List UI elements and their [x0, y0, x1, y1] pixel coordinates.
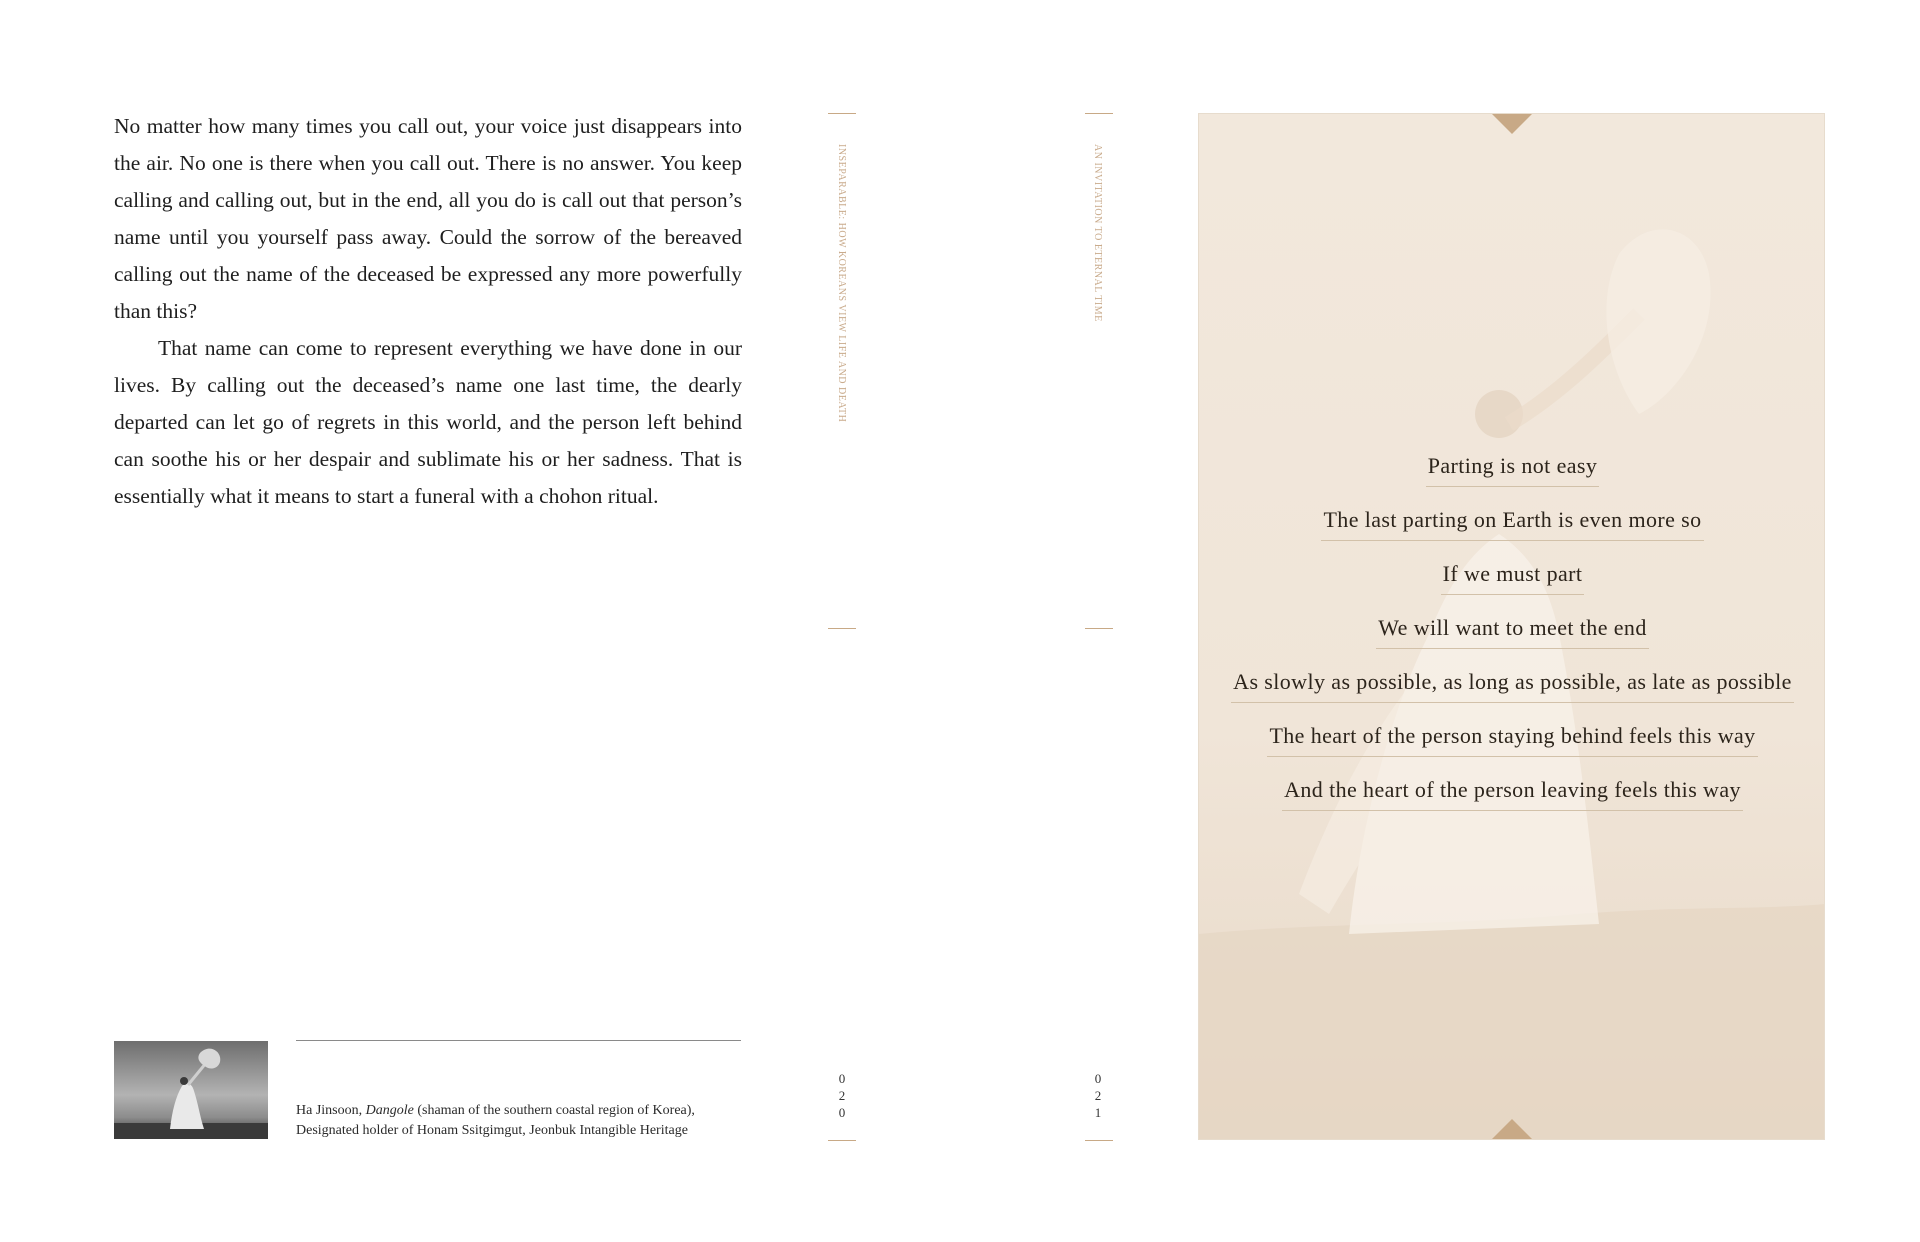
- poem-line-text: As slowly as possible, as long as possible, as late as possible: [1231, 662, 1794, 703]
- right-folio-digit: 0: [1094, 1071, 1102, 1086]
- right-folio: [1090, 1070, 1106, 1121]
- poem-line-text: The heart of the person staying behind feels this way: [1267, 716, 1757, 757]
- caption-name: Ha Jinsoon,: [296, 1103, 366, 1118]
- shaman-thumbnail-image: [114, 1041, 268, 1139]
- poem-line: [1199, 446, 1825, 500]
- right-running-head: AN INVITATION TO ETERNAL TIME: [1092, 144, 1103, 322]
- poem: [1199, 446, 1825, 824]
- right-folio-digit: 1: [1094, 1105, 1102, 1120]
- left-folio-digit: 0: [838, 1071, 846, 1086]
- poem-line: [1199, 500, 1825, 554]
- poem-line: [1199, 662, 1825, 716]
- poem-line: [1199, 770, 1825, 824]
- poem-line-text: The last parting on Earth is even more so: [1321, 500, 1703, 541]
- left-folio: [834, 1070, 850, 1121]
- right-bottom-rule: [1085, 1140, 1113, 1141]
- body-text: [114, 108, 742, 515]
- photo-caption: [296, 1101, 756, 1141]
- poem-line: [1199, 608, 1825, 662]
- right-mid-rule: [1085, 628, 1113, 629]
- bottom-triangle-ornament: [1492, 1119, 1532, 1139]
- left-folio-digit: 2: [838, 1088, 846, 1103]
- poem-line-text: And the heart of the person leaving feels this way: [1282, 770, 1743, 811]
- poem-line-text: Parting is not easy: [1426, 446, 1600, 487]
- paragraph-2: That name can come to represent everything we have done in our lives. By calling out the deceased’s name one last time, the dearly departed can let go of regrets in this world, and the person left behind can soothe his or her despair and sublimate his or her sadness. That is essentially what it means to start a funeral with a chohon ritual.: [114, 336, 742, 508]
- caption-rest: (shaman of the southern coastal region of Korea),: [413, 1103, 695, 1118]
- left-bottom-rule: [828, 1140, 856, 1141]
- right-top-rule: [1085, 113, 1113, 114]
- poem-line-text: If we must part: [1441, 554, 1585, 595]
- thumbnail-photo: [114, 1041, 268, 1139]
- left-running-head: INSEPARABLE: HOW KOREANS VIEW LIFE AND DEATH: [836, 144, 847, 423]
- poem-line-text: We will want to meet the end: [1376, 608, 1648, 649]
- caption-term: Dangole: [365, 1103, 414, 1118]
- caption-line-2: Designated holder of Honam Ssitgimgut, Jeonbuk Intangible Heritage: [296, 1123, 688, 1138]
- caption-rule: [296, 1040, 741, 1041]
- left-top-rule: [828, 113, 856, 114]
- poem-line: [1199, 716, 1825, 770]
- left-folio-digit: 0: [838, 1105, 846, 1120]
- left-mid-rule: [828, 628, 856, 629]
- paragraph-1: No matter how many times you call out, your voice just disappears into the air. No one is there when you call out. There is no answer. You keep calling and calling out, but in the end, all you do is call out that person’s name until you yourself pass away. Could the sorrow of the bereaved calling out the name of the deceased be expressed any more powerfully than this?: [114, 114, 742, 323]
- right-folio-digit: 2: [1094, 1088, 1102, 1103]
- top-triangle-ornament: [1492, 114, 1532, 134]
- poem-panel: [1198, 113, 1825, 1140]
- poem-line: [1199, 554, 1825, 608]
